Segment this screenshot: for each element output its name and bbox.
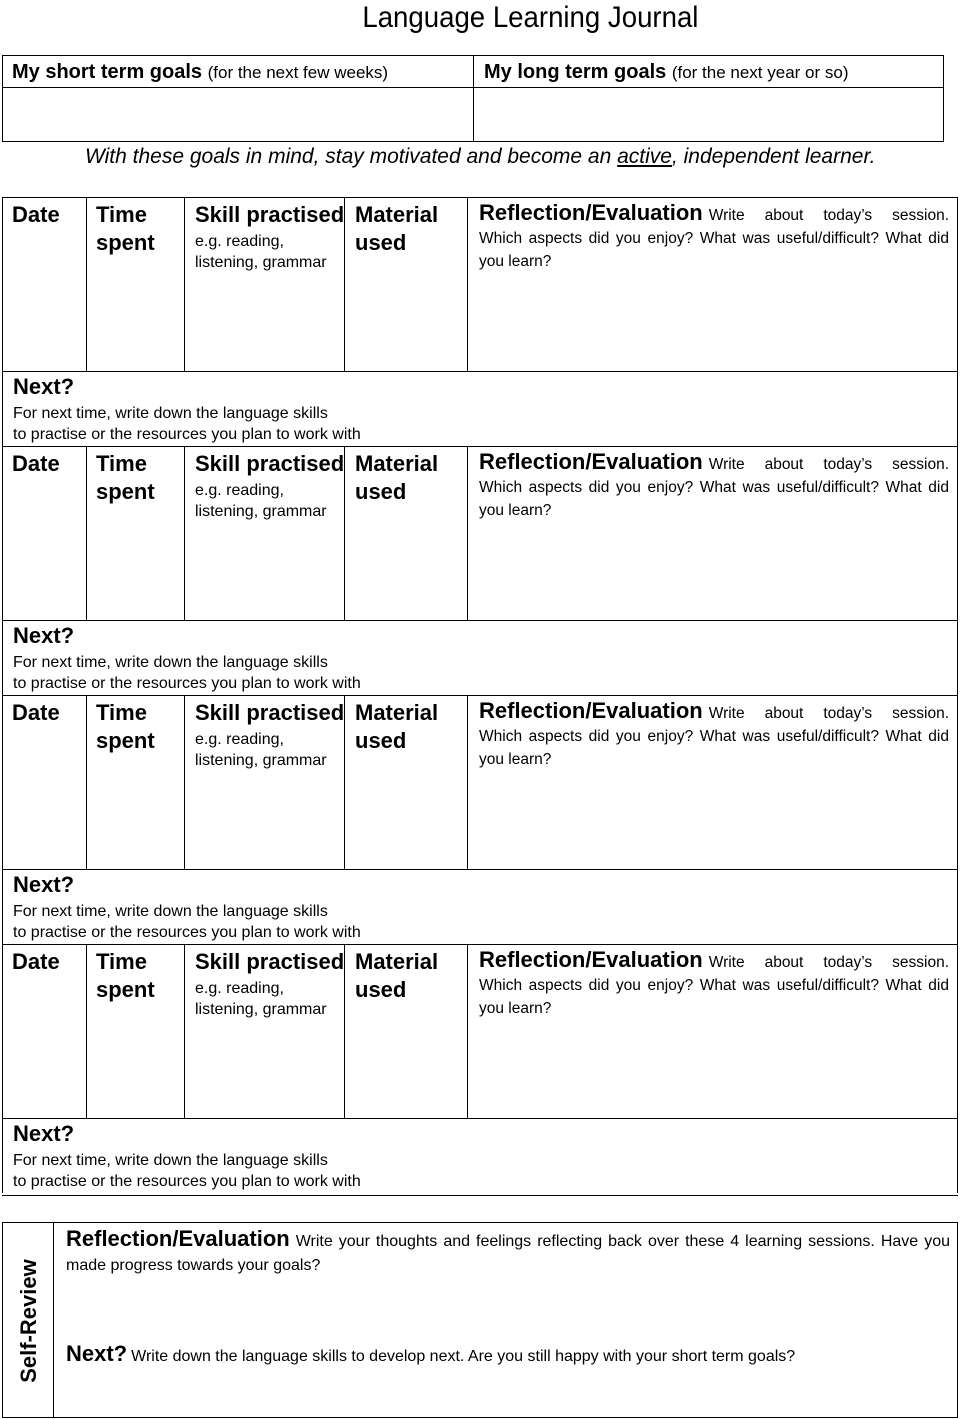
next-instructions: For next time, write down the language skills to practise or the resources you plan to work with — [13, 654, 361, 692]
material-used-header: Material used — [355, 451, 439, 504]
material-used-header: Material used — [355, 949, 439, 1002]
goals-divider — [473, 56, 474, 141]
next-header: Next? — [13, 374, 75, 399]
skill-practised-header: Skill practised — [195, 451, 345, 476]
date-header: Date — [12, 451, 60, 476]
next-header: Next? — [13, 1121, 75, 1146]
skill-hint: e.g. reading, listening, grammar — [195, 233, 327, 271]
page-title: Language Learning Journal — [362, 1, 699, 34]
reflection-header: Reflection/Evaluation Write about today’s session. Which aspects did you enjoy? What was useful/difficult? What did you learn? — [479, 947, 949, 1017]
next-instructions: For next time, write down the language skills to practise or the resources you plan to work with — [13, 405, 361, 443]
self-review-next: Next? Write down the language skills to develop next. Are you still happy with your short term goals? — [66, 1341, 796, 1366]
reflection-header: Reflection/Evaluation Write about today’s session. Which aspects did you enjoy? What was useful/difficult? What did you learn? — [479, 698, 949, 768]
session-block — [2, 695, 958, 944]
date-header: Date — [12, 700, 60, 725]
reflection-header: Reflection/Evaluation Write about today’s session. Which aspects did you enjoy? What was useful/difficult? What did you learn? — [479, 449, 949, 519]
goals-table — [2, 55, 944, 142]
next-header: Next? — [13, 623, 75, 648]
skill-practised-header: Skill practised — [195, 202, 345, 227]
self-review-reflection: Reflection/Evaluation Write your thoughts and feelings reflecting back over these 4 learning sessions. Have you made progress towards your goals? — [66, 1226, 950, 1274]
self-review-label: Self-Review — [16, 1259, 41, 1383]
material-used-header: Material used — [355, 700, 439, 753]
skill-hint: e.g. reading, listening, grammar — [195, 980, 327, 1018]
short-term-goals-header: My short term goals (for the next few weeks) — [12, 61, 389, 83]
next-instructions: For next time, write down the language skills to practise or the resources you plan to work with — [13, 903, 361, 941]
date-header: Date — [12, 949, 60, 974]
material-used-header: Material used — [355, 202, 439, 255]
time-spent-header: Time spent — [96, 202, 155, 255]
long-term-goals-header: My long term goals (for the next year or so) — [484, 61, 849, 83]
time-spent-header: Time spent — [96, 949, 155, 1002]
session-block — [2, 197, 958, 446]
self-review-divider — [53, 1223, 54, 1417]
skill-hint: e.g. reading, listening, grammar — [195, 731, 327, 769]
skill-hint: e.g. reading, listening, grammar — [195, 482, 327, 520]
self-review-box — [2, 1222, 958, 1418]
reflection-header: Reflection/Evaluation Write about today’s session. Which aspects did you enjoy? What was useful/difficult? What did you learn? — [479, 200, 949, 270]
date-header: Date — [12, 202, 60, 227]
time-spent-header: Time spent — [96, 700, 155, 753]
session-block — [2, 944, 958, 1193]
motivation-text: With these goals in mind, stay motivated and become an active, independent learner. — [85, 145, 876, 168]
next-instructions: For next time, write down the language skills to practise or the resources you plan to work with — [13, 1152, 361, 1190]
next-header: Next? — [13, 872, 75, 897]
session-block — [2, 446, 958, 695]
skill-practised-header: Skill practised — [195, 700, 345, 725]
divider — [2, 1195, 958, 1196]
time-spent-header: Time spent — [96, 451, 155, 504]
skill-practised-header: Skill practised — [195, 949, 345, 974]
